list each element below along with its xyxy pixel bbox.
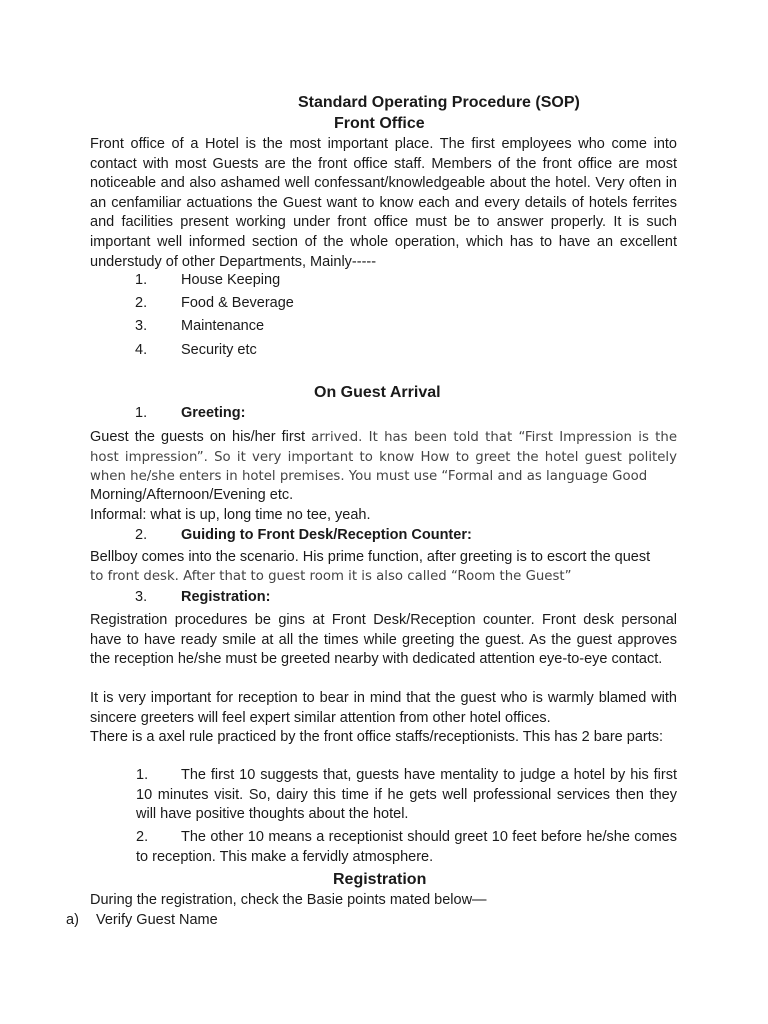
registration-number: 3. <box>135 589 148 605</box>
list-item-marker: a) <box>66 912 79 928</box>
greeting-text-lead: Guest the guests on his/her first <box>90 429 312 445</box>
registration-intro: During the registration, check the Basie points mated below— <box>90 892 487 908</box>
section-heading-arrival: On Guest Arrival <box>314 384 441 401</box>
list-item-number: 4. <box>135 342 148 358</box>
list-item-label: Verify Guest Name <box>96 912 218 928</box>
rule-item <box>136 828 677 867</box>
list-item-label: Security etc <box>181 342 257 358</box>
list-item-number: 3. <box>135 318 148 334</box>
guiding-text-lead: Bellboy comes into the scenario. His prime function, after greeting is to escort the quest <box>90 549 651 565</box>
section-heading-registration: Registration <box>333 871 427 888</box>
greeting-paragraph <box>90 428 677 487</box>
greeting-line-5: Informal: what is up, long time no tee, yeah. <box>90 507 371 523</box>
rule-number: 2. <box>136 829 149 845</box>
rule-item <box>136 766 677 825</box>
document-title: Standard Operating Procedure (SOP) <box>298 94 580 111</box>
list-item-label: Maintenance <box>181 318 265 334</box>
registration-label: Registration: <box>181 589 271 605</box>
list-item-label: Food & Beverage <box>181 295 294 311</box>
list-item-label: House Keeping <box>181 272 281 288</box>
rule-text: The other 10 means a receptionist should greet 10 feet before he/she comes to reception. This make a fervidly atmosphere. <box>136 829 677 865</box>
registration-paragraph-3: There is a axel rule practiced by the front office staffs/receptionists. This has 2 bare parts: <box>90 729 664 745</box>
guiding-number: 2. <box>135 527 148 543</box>
guiding-text-rest: to front desk. After that to guest room it is also called “Room the Guest” <box>90 569 572 584</box>
intro-paragraph: Front office of a Hotel is the most important place. The first employees who come into contact with most Guests are the front office staff. Members of the front office are most noticeable and also ashamed well confessant/knowledgeable about the hotel. Very often in an cenfamiliar actuations the Guest want to know each and every details of hotels ferrites and facilities present working under front office must be to answer properly. It is such important well informed section of the whole operation, which has to have an excellent understudy of other Departments, Mainly----- <box>90 136 677 270</box>
rule-text: The first 10 suggests that, guests have mentality to judge a hotel by his first 10 minutes visit. So, dairy this time if he gets well professional services then they will have positive thoughts about the hotel. <box>136 767 677 823</box>
rule-number: 1. <box>136 767 149 783</box>
document-subtitle: Front Office <box>334 115 425 132</box>
greeting-label: Greeting: <box>181 405 246 421</box>
guiding-label: Guiding to Front Desk/Reception Counter: <box>181 527 472 543</box>
registration-paragraph-1: Registration procedures be gins at Front Desk/Reception counter. Front desk personal have to have ready smile at all the times while greeting the guest. As the guest approves the reception he/she must be greeted nearby with dedicated attention eye-to-eye contact. <box>90 612 677 668</box>
greeting-line-4: Morning/Afternoon/Evening etc. <box>90 487 294 503</box>
greeting-number: 1. <box>135 405 148 421</box>
greeting-text-rest: arrived. It has been told that “First Impression is the host impression”. So it very important to know How to greet the hotel guest politely when he/she enters in hotel premises. You must use “Formal and as language Good <box>90 430 677 485</box>
registration-paragraph-2: It is very important for reception to bear in mind that the guest who is warmly blamed with sincere greeters will feel expert similar attention from other hotel offices. <box>90 690 677 726</box>
list-item-number: 2. <box>135 295 148 311</box>
list-item-number: 1. <box>135 272 148 288</box>
